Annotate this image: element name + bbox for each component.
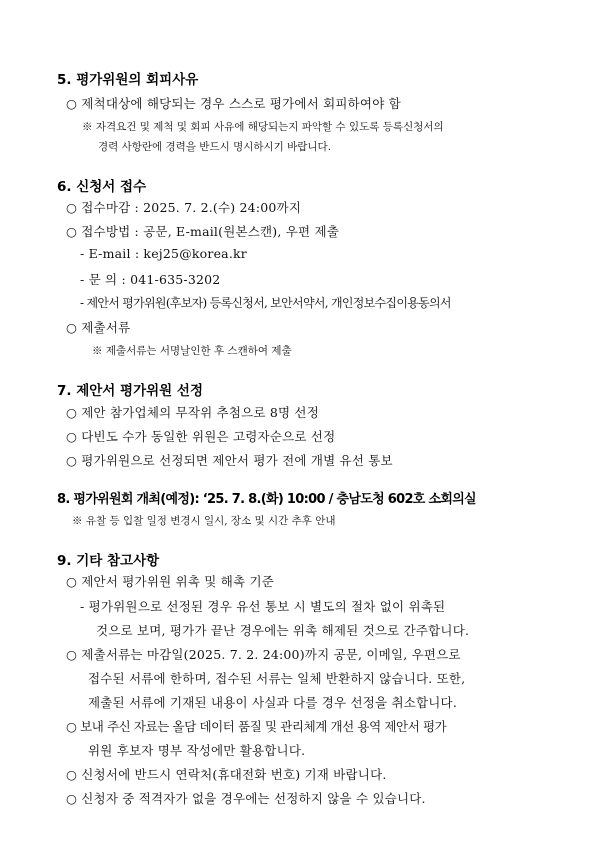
section-9-item-1-detail-cont: 것으로 보며, 평가가 끝난 경우에는 위촉 해제된 것으로 간주합니다. [96, 623, 470, 638]
section-9-item-2: ○ 제출서류는 마감일(2025. 7. 2. 24:00)까지 공문, 이메일, 우편으로 [66, 647, 461, 662]
section-9-item-1-detail: - 평가위원으로 선정된 경우 유선 통보 시 별도의 절차 없이 위촉된 [80, 599, 446, 614]
section-7-item-1: ○ 제안 참가업체의 무작위 추첨으로 8명 선정 [66, 405, 319, 420]
section-9-item-1: ○ 제안서 평가위원 위촉 및 해촉 기준 [66, 574, 274, 589]
section-5-note-1: ※ 자격요건 및 제척 및 회피 사유에 해당되는지 파악할 수 있도록 등록신청서의 [82, 121, 444, 133]
section-9-item-3-cont: 위원 후보자 명부 작성에만 활용합니다. [88, 743, 306, 758]
section-7-item-3: ○ 평가위원으로 선정되면 제안서 평가 전에 개별 유선 통보 [66, 453, 393, 468]
section-5-item-1: ○ 제척대상에 해당되는 경우 스스로 평가에서 회피하여야 함 [66, 96, 401, 111]
section-5-note-2: 경력 사항란에 경력을 반드시 명시하시기 바랍니다. [98, 141, 332, 153]
section-8-heading: 8. 평가위원회 개최(예정): ‘25. 7. 8.(화) 10:00 / 충남도청 602호 소회의실 [57, 492, 476, 507]
section-8-note: ※ 유찰 등 입찰 일정 변경시 일시, 장소 및 시간 추후 안내 [72, 515, 336, 527]
section-9-item-4: ○ 신청서에 반드시 연락처(휴대전화 번호) 기재 바랍니다. [66, 767, 387, 782]
section-5-heading: 5. 평가위원의 회피사유 [57, 72, 199, 88]
section-9-item-2-cont-1: 접수된 서류에 한하며, 접수된 서류는 일체 반환하지 않습니다. 또한, [88, 671, 466, 686]
section-7-heading: 7. 제안서 평가위원 선정 [57, 383, 203, 399]
section-7-item-2: ○ 다빈도 수가 동일한 위원은 고령자순으로 선정 [66, 429, 336, 444]
section-9-item-5: ○ 신청자 중 적격자가 없을 경우에는 선정하지 않을 수 있습니다. [66, 791, 426, 806]
section-9-heading: 9. 기타 참고사항 [57, 553, 160, 569]
section-6-item-documents-list: - 제안서 평가위원(후보자) 등록신청서, 보안서약서, 개인정보수집이용동의서 [80, 296, 451, 310]
section-6-item-contact: - 문 의 : 041-635-3202 [80, 272, 221, 287]
section-6-item-deadline: ○ 접수마감 : 2025. 7. 2.(수) 24:00까지 [66, 200, 302, 215]
section-6-item-email: - E-mail : kej25@korea.kr [80, 246, 247, 261]
section-6-item-submission: ○ 제출서류 [66, 320, 131, 335]
section-6-note: ※ 제출서류는 서명날인한 후 스캔하여 제출 [92, 345, 292, 357]
section-6-heading: 6. 신청서 접수 [57, 179, 147, 195]
section-9-item-2-cont-2: 제출된 서류에 기재된 내용이 사실과 다를 경우 선정을 취소합니다. [88, 695, 457, 710]
section-9-item-3: ○ 보내 주신 자료는 올담 데이터 품질 및 관리체계 개선 용역 제안서 평가 [66, 719, 447, 734]
section-6-item-method: ○ 접수방법 : 공문, E-mail(원본스캔), 우편 제출 [66, 224, 339, 239]
